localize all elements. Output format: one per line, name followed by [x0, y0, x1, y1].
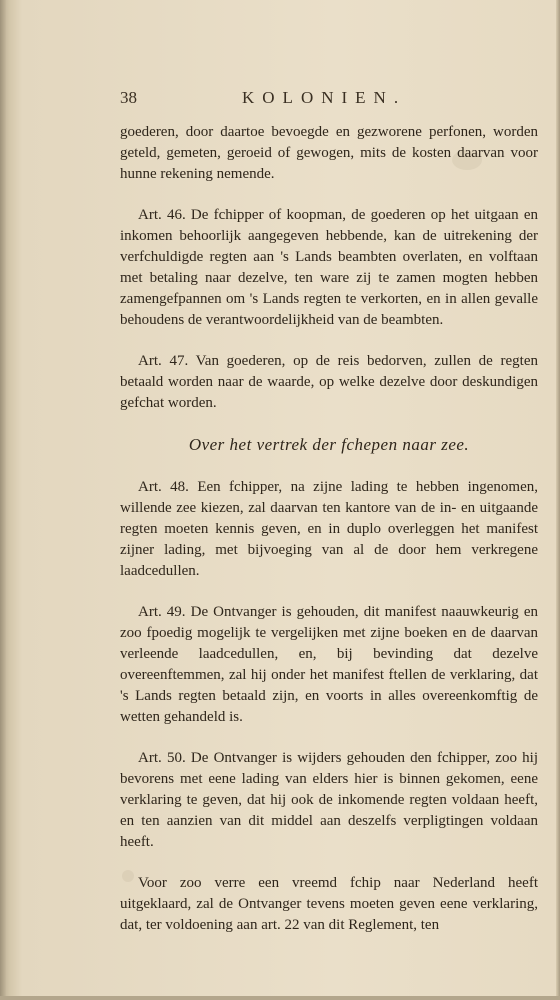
running-head: KOLONIEN. — [242, 88, 407, 107]
paragraph-art-48: Art. 48. Een fchipper, na zijne lading te hebben ingenomen, willende zee kiezen, zal daarvan ten kantore van de in- en uitgaande regten moeten kennis geven, en in duplo overleggen het manifest zijner lading, met bijvoeging van al de door hem verkregene laadcedullen. — [120, 479, 538, 579]
paragraph: goederen, door daartoe bevoegde en gezworene perfonen, worden geteld, gemeten, geroeid of gewogen, mits de kosten daarvan voor hunne rekening nemende. — [120, 124, 538, 182]
paragraph-continuation: Voor zoo verre een vreemd fchip naar Nederland heeft uitgeklaard, zal de Ontvanger tevens moeten geven eene verklaring, dat, ter voldoening aan art. 22 van dit Reglement, ten — [120, 875, 538, 933]
paragraph-art-50: Art. 50. De Ontvanger is wijders gehouden den fchipper, zoo hij bevorens met eene lading van elders hier is binnen gekomen, eene verklaring te geven, dat hij ook de inkomende regten voldaan heeft, en ten aanzien van dit middel aan deszelfs verpligtingen voldaan heeft. — [120, 750, 538, 850]
body-text — [120, 122, 538, 956]
book-page — [22, 0, 542, 1000]
paragraph-art-49: Art. 49. De Ontvanger is gehouden, dit manifest naauwkeurig en zoo fpoedig mogelijk te vergelijken met zijne boeken en de daarvan verleende laadcedullen, en, bij bevinding dat dezelve overeenftemmen, zal hij onder het manifest ftellen de verklaring, dat 's Lands regten betaald zijn, en voorts in alles overeenkomftig de wetten gehandeld is. — [120, 604, 538, 725]
page-header — [120, 88, 540, 112]
page-left-edge — [0, 0, 6, 1000]
paragraph-art-46: Art. 46. De fchipper of koopman, de goederen op het uitgaan en inkomen behoorlijk aangegeven hebbende, kan de uitrekening der verfchuldigde regten aan 's Lands beambten overlaten, en volftaan met betaling naar dezelve, ten ware zij te zamen mogten hebben zamengefpannen om 's Lands regten te verkorten, en in allen gevalle behoudens de verantwoordelijkheid van de beambten. — [120, 207, 538, 328]
page-right-edge — [556, 0, 560, 1000]
section-heading: Over het vertrek der fchepen naar zee. — [188, 435, 470, 454]
paragraph-art-47: Art. 47. Van goederen, op de reis bedorven, zullen de regten betaald worden naar de waarde, op welke dezelve door deskundigen gefchat worden. — [120, 353, 538, 411]
page-number: 38 — [120, 88, 137, 107]
